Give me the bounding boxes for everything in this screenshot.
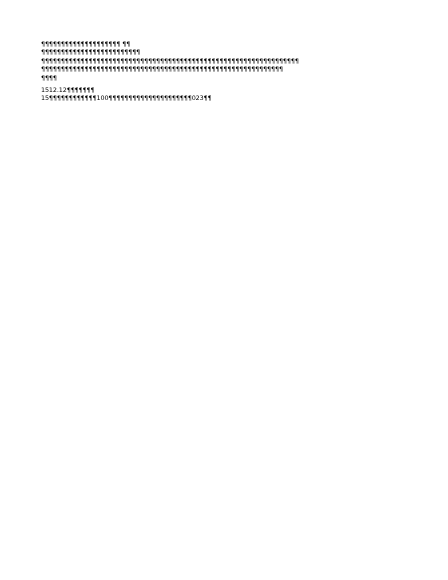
text-line: ¶¶¶¶¶¶¶¶¶¶¶¶¶¶¶¶¶¶¶¶¶¶¶¶¶¶¶¶¶¶¶¶¶¶¶¶¶¶¶¶¶¶¶¶¶¶¶¶¶¶¶¶¶¶¶¶¶¶¶¶¶ xyxy=(41,65,283,74)
text-line: 15¶¶¶¶¶¶¶¶¶¶¶¶100¶¶¶¶¶¶¶¶¶¶¶¶¶¶¶¶¶¶¶¶¶023¶¶ xyxy=(41,94,212,103)
text-line: ¶¶¶¶¶¶¶¶¶¶¶¶¶¶¶¶¶¶¶¶¶¶¶¶¶ xyxy=(41,48,141,57)
text-line: ¶¶¶¶¶¶¶¶¶¶¶¶¶¶¶¶¶¶¶¶ ¶¶ xyxy=(41,40,131,48)
garbled-text-block xyxy=(41,40,412,103)
text-line: ¶¶¶¶ xyxy=(41,73,57,82)
text-line: ¶¶¶¶¶¶¶¶¶¶¶¶¶¶¶¶¶¶¶¶¶¶¶¶¶¶¶¶¶¶¶¶¶¶¶¶¶¶¶¶¶¶¶¶¶¶¶¶¶¶¶¶¶¶¶¶¶¶¶¶¶¶¶¶¶ xyxy=(41,56,299,65)
text-line: 1512.12¶¶¶¶¶¶¶ xyxy=(41,86,95,95)
